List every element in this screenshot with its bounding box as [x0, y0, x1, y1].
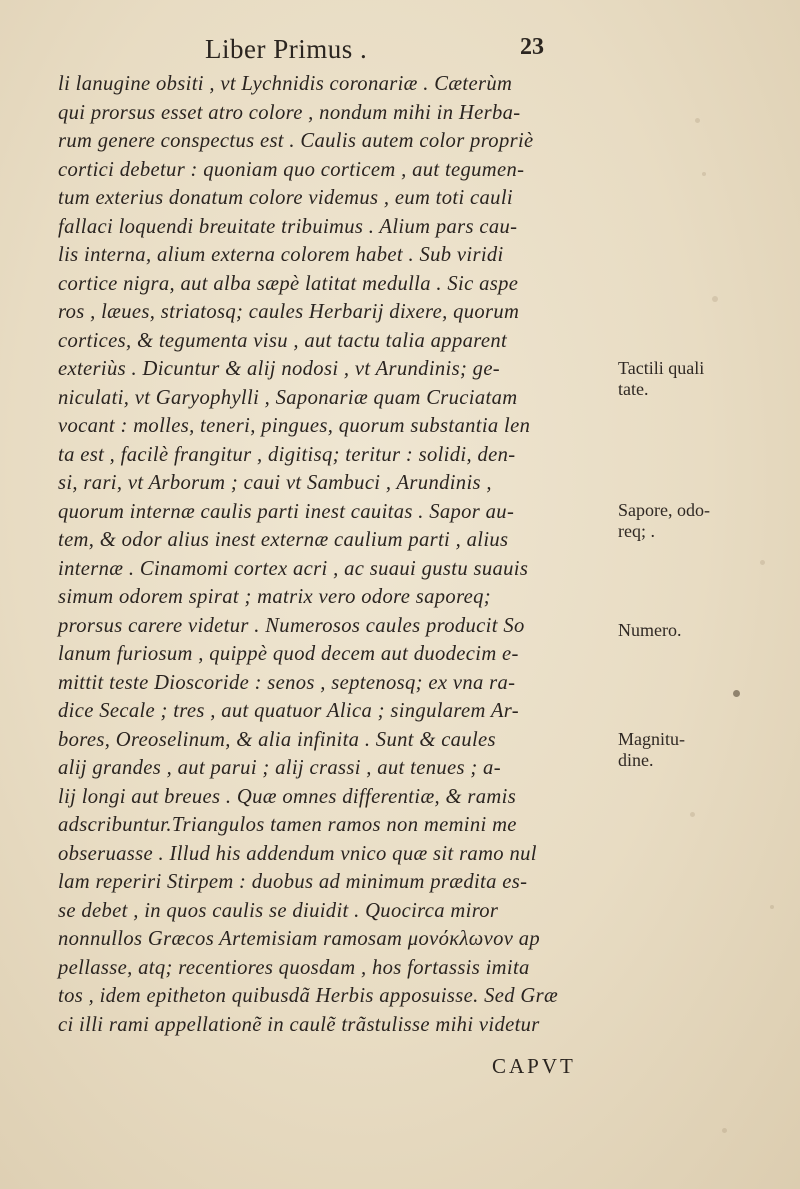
text-line: ta est , facilè frangitur , digitisq; teritur : solidi, den- [58, 443, 516, 466]
text-line: obseruasse . Illud his addendum vnico quæ sit ramo nul [58, 842, 537, 865]
text-line: cortices, & tegumenta visu , aut tactu talia apparent [58, 329, 508, 352]
text-line: cortice nigra, aut alba sæpè latitat medulla . Sic aspe [58, 272, 519, 295]
text-line: niculati, vt Garyophylli , Saponariæ quam Cruciatam [58, 386, 518, 409]
text-line: tos , idem epitheton quibusdã Herbis apposuisse. Sed Græ [58, 985, 559, 1007]
body-text [58, 70, 618, 1039]
text-line: lij longi aut breues . Quæ omnes differentiæ, & ramis [58, 785, 517, 808]
margin-note-sapore: Sapore, odo- req; . [618, 500, 710, 541]
text-line: fallaci loquendi breuitate tribuimus . Alium pars cau- [58, 215, 518, 238]
text-line: alij grandes , aut parui ; alij crassi , aut tenues ; a- [58, 757, 501, 779]
text-line: adscribuntur.Triangulos tamen ramos non memini me [58, 814, 517, 836]
text-line: vocant : molles, teneri, pingues, quorum substantia len [58, 415, 531, 437]
catchword: CAPVT [492, 1054, 576, 1078]
page-number: 23 [520, 34, 544, 60]
text-line: exteriùs . Dicuntur & alij nodosi , vt Arundinis; ge- [58, 358, 501, 380]
running-head: Liber Primus . [205, 34, 368, 64]
text-line: simum odorem spirat ; matrix vero odore saporeq; [58, 586, 492, 608]
text-line: quorum internæ caulis parti inest cauitas . Sapor au- [58, 500, 515, 523]
margin-note-magnitudine: Magnitu- dine. [618, 729, 685, 770]
text-line: dice Secale ; tres , aut quatuor Alica ; singularem Ar- [58, 700, 519, 722]
text-line: cortici debetur : quoniam quo corticem , aut tegumen- [58, 158, 525, 181]
text-line: ros , læues, striatosq; caules Herbarij dixere, quorum [58, 301, 520, 323]
text-line: lam reperiri Stirpem : duobus ad minimum prædita es- [58, 871, 528, 893]
text-line: mittit teste Dioscoride : senos , septenosq; ex vna ra- [58, 671, 516, 694]
text-line: prorsus carere videtur . Numerosos caules producit So [58, 614, 525, 637]
text-line: si, rari, vt Arborum ; caui vt Sambuci , Arundinis , [58, 472, 492, 494]
text-line: lis interna, alium externa colorem habet . Sub viridi [58, 244, 504, 266]
text-line: se debet , in quos caulis se diuidit . Quocirca miror [58, 899, 499, 922]
text-line: tem, & odor alius inest externæ caulium parti , alius [58, 529, 509, 551]
text-line: rum genere conspectus est . Caulis autem color propriè [58, 130, 534, 152]
text-line: tum exterius donatum colore videmus , eum toti cauli [58, 187, 513, 209]
text-line: li lanugine obsiti , vt Lychnidis coronariæ . Cæterùm [58, 73, 513, 95]
text-line: internæ . Cinamomi cortex acri , ac suaui gustu suauis [58, 557, 529, 580]
text-line: qui prorsus esset atro colore , nondum mihi in Herba- [58, 101, 521, 124]
margin-note-tactili: Tactili quali tate. [618, 358, 705, 399]
text-line: nonnullos Græcos Artemisiam ramosam μονόκλωνον ap [58, 928, 541, 950]
text-line: pellasse, atq; recentiores quosdam , hos fortassis imita [58, 956, 530, 979]
text-line: lanum furiosum , quippè quod decem aut duodecim e- [58, 643, 519, 665]
text-line: bores, Oreoselinum, & alia infinita . Sunt & caules [58, 728, 496, 751]
text-line: ci illi rami appellationẽ in caulẽ trãstulisse mihi videtur [58, 1013, 540, 1036]
margin-note-numero: Numero. [618, 620, 682, 640]
